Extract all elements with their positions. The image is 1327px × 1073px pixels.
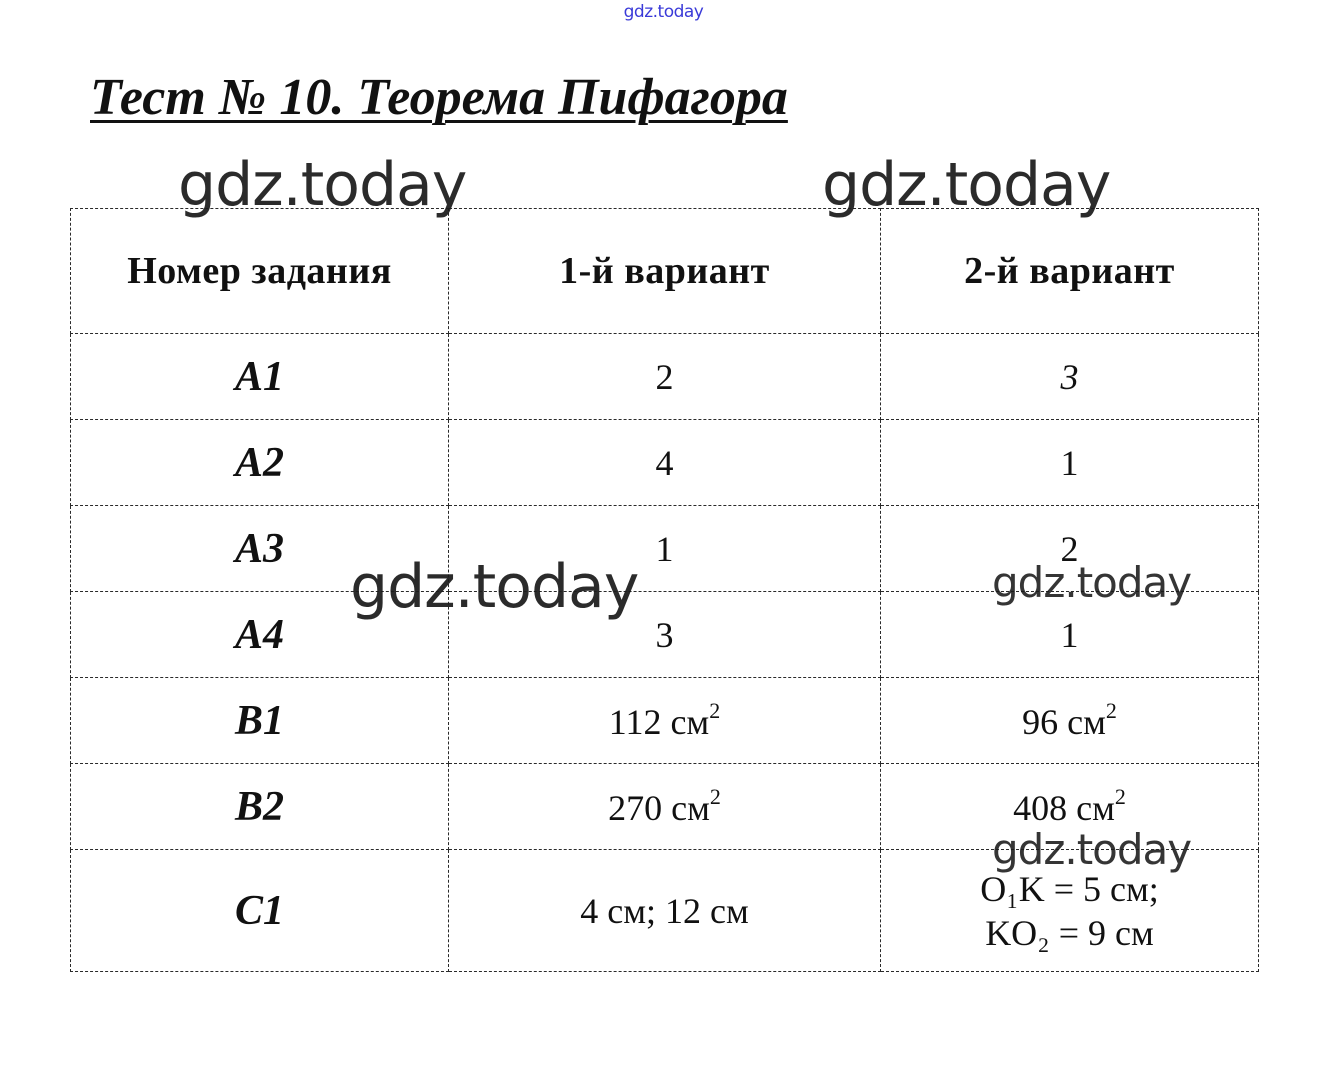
answer-variant-1: 4 см; 12 см <box>449 850 881 972</box>
answer-variant-1: 1 <box>449 506 881 592</box>
watermark: gdz.today <box>822 150 1111 220</box>
task-label: A4 <box>71 592 449 678</box>
task-label: A1 <box>71 334 449 420</box>
table-row <box>71 850 1259 972</box>
answer-variant-2: 1 <box>881 420 1259 506</box>
unit-exponent: 2 <box>1105 698 1117 723</box>
column-header-task-number: Номер задания <box>71 209 449 334</box>
answer-variant-1: 4 <box>449 420 881 506</box>
table-row <box>71 506 1259 592</box>
table-row <box>71 420 1259 506</box>
table-row <box>71 334 1259 420</box>
table-row <box>71 764 1259 850</box>
answer-line: O₁K = 5 см; <box>980 868 1159 909</box>
answer-value: 96 см <box>1022 702 1106 742</box>
table-row <box>71 678 1259 764</box>
answer-variant-2: 3 <box>881 334 1259 420</box>
answer-variant-2 <box>881 764 1259 850</box>
watermark: gdz.today <box>178 150 467 220</box>
watermark: gdz.today <box>992 825 1192 874</box>
answer-line: KO₂ = 9 см <box>985 912 1154 953</box>
answer-value: 112 см <box>608 702 710 742</box>
task-label: A2 <box>71 420 449 506</box>
table-row <box>71 592 1259 678</box>
task-label: C1 <box>71 850 449 972</box>
column-header-variant-2: 2-й вариант <box>881 209 1259 334</box>
task-label: B1 <box>71 678 449 764</box>
unit-exponent: 2 <box>709 698 721 723</box>
answer-variant-2: 2 <box>881 506 1259 592</box>
task-label: A3 <box>71 506 449 592</box>
answer-variant-1: 3 <box>449 592 881 678</box>
answer-variant-2 <box>881 678 1259 764</box>
watermark: gdz.today <box>350 552 639 622</box>
answer-variant-2: 1 <box>881 592 1259 678</box>
answer-variant-1: 2 <box>449 334 881 420</box>
page-title: Тест № 10. Теорема Пифагора <box>90 69 788 126</box>
answer-value: 270 см <box>608 788 710 828</box>
watermark: gdz.today <box>992 558 1192 607</box>
column-header-variant-1: 1-й вариант <box>449 209 881 334</box>
answer-variant-1 <box>449 678 881 764</box>
unit-exponent: 2 <box>709 784 721 809</box>
source-watermark: gdz.today <box>623 2 704 22</box>
unit-exponent: 2 <box>1114 784 1126 809</box>
answers-table <box>70 208 1259 972</box>
table-header-row <box>71 209 1259 334</box>
answer-variant-1 <box>449 764 881 850</box>
answer-variant-2 <box>881 850 1259 972</box>
answer-value: 408 см <box>1013 788 1115 828</box>
task-label: B2 <box>71 764 449 850</box>
